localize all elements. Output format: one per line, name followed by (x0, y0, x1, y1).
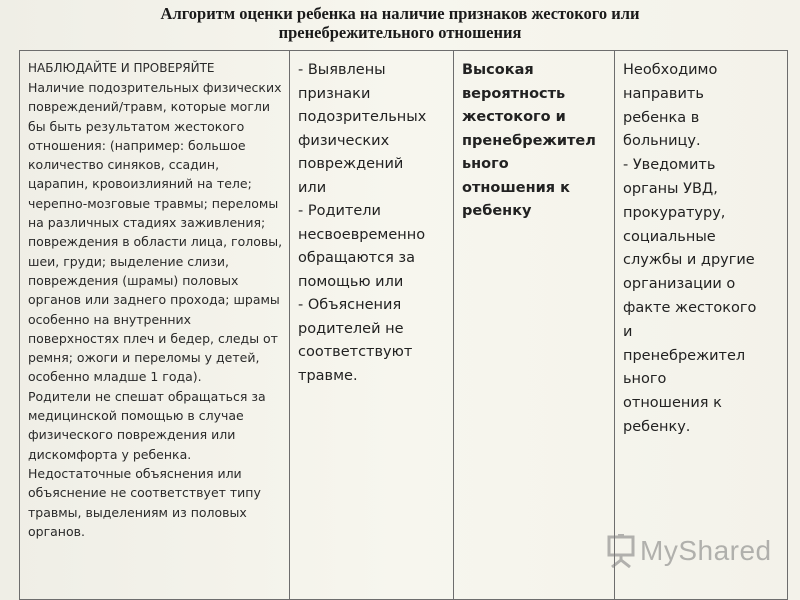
signs-line: признаки (298, 85, 371, 102)
probability-line: ребенку (462, 203, 532, 219)
table-row (20, 51, 788, 600)
action-line: социальные (623, 228, 716, 245)
action-line: - Уведомить (623, 157, 716, 174)
probability-line: отношения к (462, 179, 570, 196)
signs-line: - Родители (298, 203, 381, 219)
signs-line: повреждений (298, 156, 404, 172)
observe-paragraph-delay: Родители не спешат обращаться за медицинской помощью в случае физического повреждения или дискомфорта у ребенка. (28, 388, 266, 462)
observe-paragraph-explanation: Недостаточные объяснения или объяснение не соответствует типу травмы, выделениям из половых органов. (28, 465, 261, 539)
algorithm-table (19, 50, 788, 600)
action-line: факте жестокого (623, 299, 757, 316)
signs-line: - Объяснения (298, 297, 402, 313)
action-line: и (623, 323, 633, 340)
probability-cell (454, 51, 615, 600)
signs-line: подозрительных (298, 109, 427, 125)
action-cell (615, 51, 788, 600)
action-line: отношения к (623, 395, 722, 412)
watermark-text: MyShared (640, 535, 772, 566)
action-line: пренебрежител (623, 347, 746, 364)
probability-line: жестокого и (462, 109, 566, 125)
signs-line: - Выявлены (298, 62, 386, 78)
signs-line: физических (298, 132, 390, 149)
signs-line: или (298, 179, 327, 196)
action-line: органы УВД, (623, 180, 718, 197)
myshared-watermark (606, 534, 772, 568)
observe-heading: НАБЛЮДАЙТЕ И ПРОВЕРЯЙТЕ (28, 61, 215, 75)
signs-line: родителей не (298, 320, 404, 337)
action-line: прокуратуру, (623, 204, 726, 221)
action-line: ребенка в (623, 109, 700, 126)
observe-paragraph-injuries: Наличие подозрительных физических повреждений/травм, которые могли бы быть результатом жестокого отношения: (например: большое количество синяков, ссадин, царапин, кровоизлияний на теле; черепно-мозговые травмы; переломы на различных стадиях заживления; повреждения в области лица, головы, шеи, груди; выделение слизи, повреждения (шрамы) половых органов или заднего прохода; шрамы особенно на внутренних поверхностях плеч и бедер, следы от ремня; ожоги и переломы у детей, особенно младше 1 года). (28, 80, 283, 385)
probability-line: ьного (462, 156, 509, 172)
probability-line: пренебрежител (462, 132, 596, 149)
action-line: службы и другие (623, 252, 755, 269)
slide-title-line-2: пренебрежительного отношения (278, 23, 522, 42)
probability-line: Высокая (462, 62, 534, 78)
action-line: Необходимо (623, 62, 718, 78)
presentation-screen-icon (606, 534, 636, 568)
signs-cell (290, 51, 454, 600)
action-line: организации о (623, 276, 736, 293)
probability-line: вероятность (462, 85, 566, 102)
signs-line: травме. (298, 367, 358, 384)
action-line: направить (623, 85, 704, 102)
signs-line: несвоевременно (298, 226, 426, 243)
signs-line: соответствуют (298, 344, 413, 360)
action-line: больницу. (623, 133, 701, 150)
action-line: ребенку. (623, 418, 691, 435)
observe-cell (20, 51, 290, 600)
action-line: ьного (623, 371, 667, 388)
signs-line: помощью или (298, 273, 404, 290)
signs-line: обращаются за (298, 250, 415, 266)
slide-title (60, 4, 740, 42)
slide-title-line-1: Алгоритм оценки ребенка на наличие признаков жестокого или (160, 4, 640, 23)
